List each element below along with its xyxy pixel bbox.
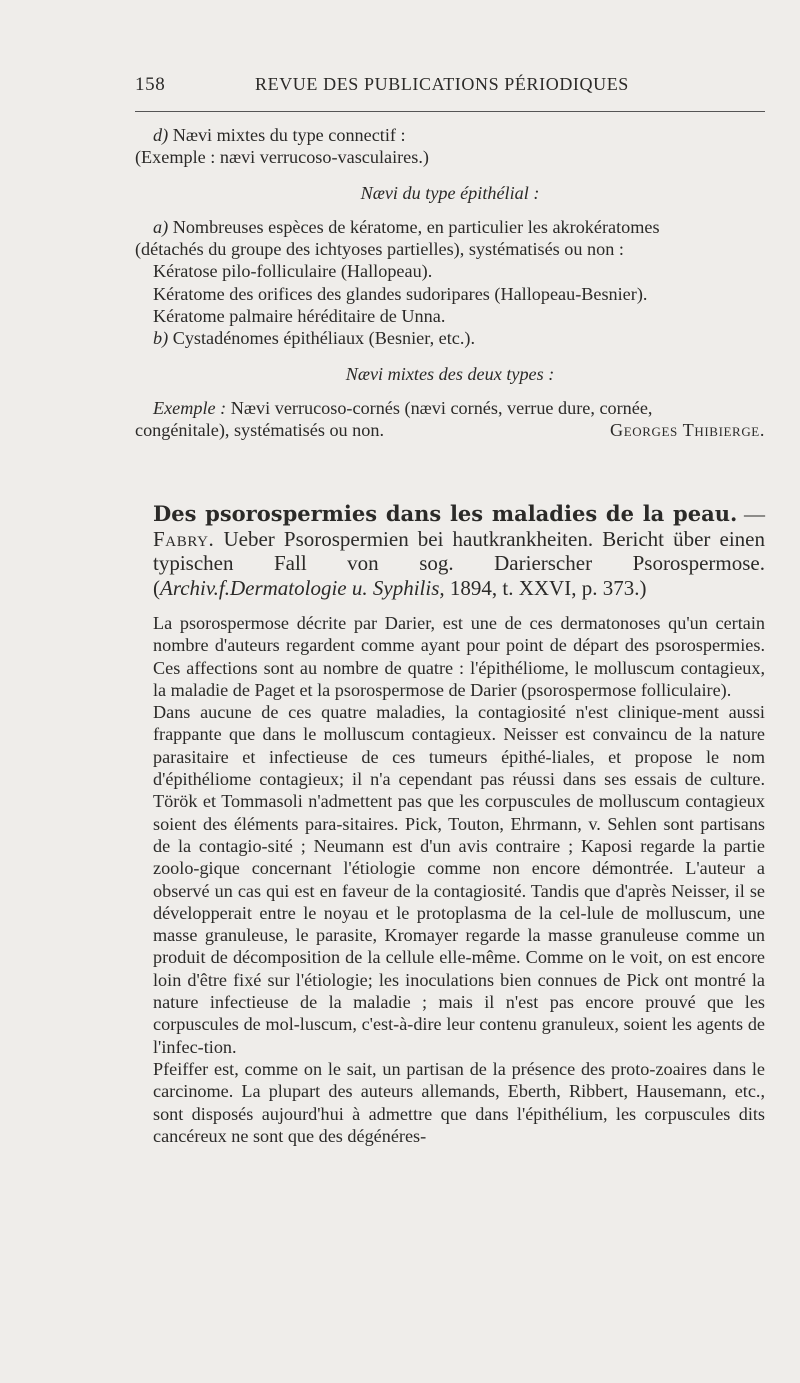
article-title-sep: — [737, 502, 765, 526]
article-title-rest: Ueber Psorospermien bei hautkrankheiten. Bericht über einen typischen Fall von sog. Darierscher Psorospermose. ( [153, 526, 765, 600]
item-b-text: Cystadénomes épithéliaux (Besnier, etc.). [168, 328, 476, 349]
paragraph-3: Pfeiffer est, comme on le sait, un partisan de la présence des proto-zoaires dans le carcinome. La plupart des auteurs allemands, Eberth, Ribbert, Hausemann, etc., sont disposés aujourd'hui à admettre que dans l'épithélium, les corpuscules dits cancéreux ne sont que des dégénéres- [153, 1058, 765, 1146]
item-a-line-4: Kératome des orifices des glandes sudoripares (Hallopeau-Besnier). [153, 283, 648, 304]
heading-mixed: Nævi mixtes des deux types : [345, 363, 555, 384]
example-line-2 [135, 419, 765, 441]
paragraph-2: Dans aucune de ces quatre maladies, la contagiosité n'est clinique-ment aussi frappante que dans le molluscum contagieux. Neisser est convaincu de la nature parasitaire et infectieuse de ces tumeurs épithé-liales, et propose le nom d'épithéliome contagieux; il n'a cependant pas réussi dans ses essais de culture. Török et Tommasoli n'admettent pas que les corpuscules de molluscum contagieux soient des éléments para-sitaires. Pick, Touton, Ehrmann, v. Sehlen sont partisans de la contagio-sité ; Neumann est d'un avis contraire ; Kaposi regarde la partie zoolo-gique concernant l'étiologie comme non encore démontrée. L'auteur a observé un cas qui est en faveur de la contagiosité. Tandis que d'après Neisser, il se développerait entre le noyau et le protoplasma de la cel-lule de molluscum, une masse granuleuse, le parasite, Kromayer regarde la masse granuleuse comme un produit de décomposition de la cellule elle-même. Comme on le voit, on est encore loin d'être fixé sur l'étiologie; les inoculations bien connues de Pick ont montré la nature infectieuse de la maladie ; mais il n'est pas encore prouvé que les corpuscules de mol-luscum, c'est-à-dire leur contenu granuleux, soient les agents de l'infec-tion. [153, 702, 765, 1057]
article-author: Fabry. [153, 526, 215, 551]
signature: Georges Thibierge. [609, 420, 765, 441]
item-d-text: Nævi mixtes du type connectif : [168, 125, 406, 145]
paragraph-1: La psorospermose décrite par Darier, est une de ces dermatonoses qu'un certain nombre d'auteurs regardent comme ayant pour point de départ des psorospermies. Ces affections sont au nombre de quatre : l'épithéliome, le molluscum contagieux, la maladie de Paget et la psorospermose de Darier (psorospermose folliculaire). [153, 613, 765, 700]
example-line-1 [135, 397, 765, 419]
item-d [135, 124, 765, 146]
article-citation: 1894, t. XXVI, p. 373.) [444, 575, 647, 600]
article-journal: Archiv.f.Dermatologie u. Syphilis, [160, 575, 445, 600]
previous-article-tail [135, 124, 765, 442]
item-a-text-2: (détachés du groupe des ichtyoses partielles), systématisés ou non : [135, 239, 624, 260]
header-rule [135, 111, 765, 112]
item-d-label: d) [153, 125, 169, 145]
example-text-1: Nævi verrucoso-cornés (nævi cornés, verrue dure, cornée, [226, 397, 653, 418]
item-a [135, 216, 765, 238]
item-a-label: a) [153, 216, 169, 237]
item-a-text-1: Nombreuses espèces de kératome, en particulier les akrokératomes [168, 216, 660, 237]
item-a-line-5: Kératome palmaire héréditaire de Unna. [153, 306, 446, 327]
page-number: 158 [135, 74, 166, 95]
item-d-example [135, 146, 765, 168]
running-title: REVUE DES PUBLICATIONS PÉRIODIQUES [255, 74, 629, 94]
article [135, 502, 765, 1147]
running-header [135, 74, 765, 96]
article-title-bold: Des psorospermies dans les maladies de la peau. [153, 501, 738, 526]
item-a-line-3: Kératose pilo-folliculaire (Hallopeau). [153, 261, 433, 282]
heading-epithelial: Nævi du type épithélial : [360, 182, 540, 203]
example-label: Exemple : [153, 397, 227, 418]
item-b [135, 327, 765, 349]
article-title [135, 502, 765, 600]
example-text-2: congénitale), systématisés ou non. [135, 420, 385, 441]
item-d-example-text: (Exemple : nævi verrucoso-vasculaires.) [135, 147, 429, 168]
item-b-label: b) [153, 328, 169, 349]
